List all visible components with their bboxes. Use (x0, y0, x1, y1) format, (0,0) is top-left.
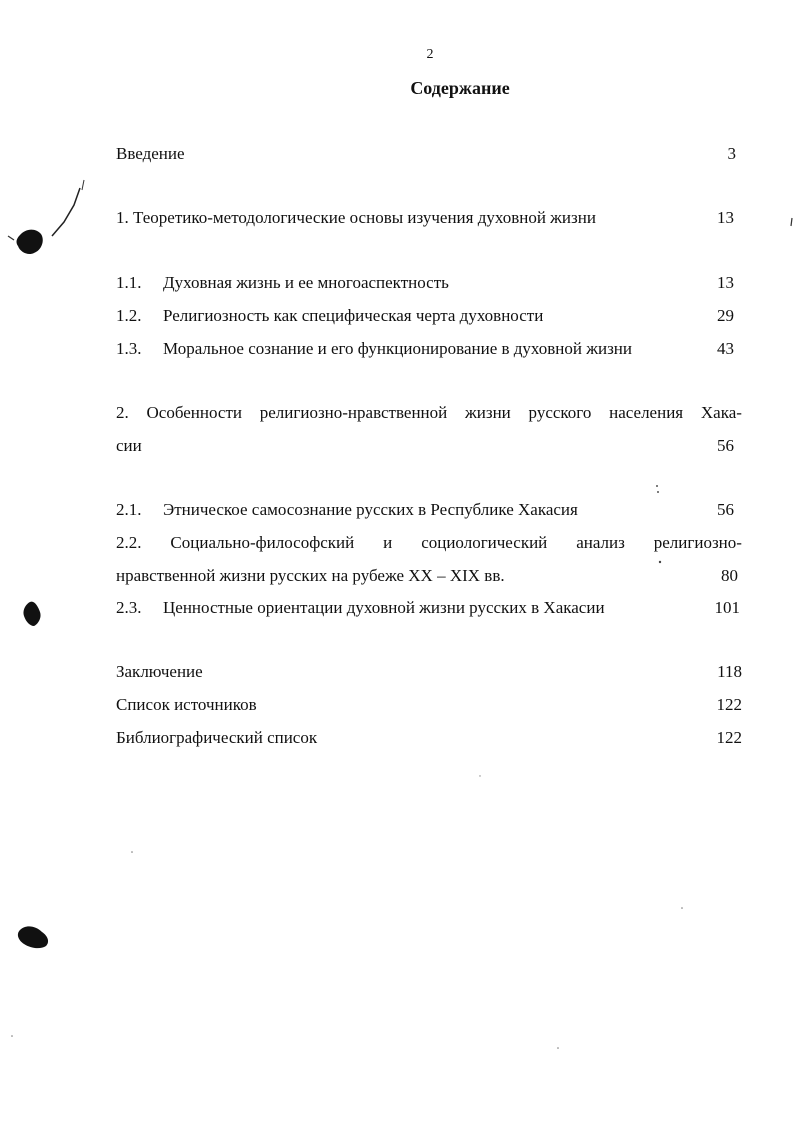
toc-entry-number: 1.1. (116, 273, 142, 292)
page-number: 2 (426, 47, 434, 62)
toc-word: Хака- (700, 403, 742, 422)
toc-word: Социально-философский (170, 533, 355, 552)
toc-entry-section-1-3[interactable] (116, 337, 742, 361)
toc-entry-page: 80 (721, 566, 738, 585)
page-title: Содержание (410, 78, 510, 98)
toc-entry-label: Заключение (116, 662, 203, 681)
toc-entry-number: 1.3. (116, 339, 142, 358)
toc-entry-label-line-2: нравственной жизни русских на рубеже XX – XIX вв. (116, 566, 505, 585)
toc-word: населения (609, 403, 684, 422)
toc-entry-section-2-2[interactable] (116, 531, 742, 588)
toc-entry-conclusion[interactable] (116, 660, 742, 684)
toc-entry-label: Библиографический список (116, 728, 318, 747)
toc-entry-page: 122 (716, 695, 742, 714)
toc-entry-section-1-1[interactable] (116, 271, 742, 295)
toc-entry-page: 3 (727, 144, 736, 163)
toc-entry-section-2-3[interactable] (116, 596, 742, 620)
toc-word: русского (528, 403, 592, 422)
toc-entry-intro[interactable] (116, 142, 742, 166)
toc-entry-label: Моральное сознание и его функционирование в духовной жизни (163, 339, 632, 358)
toc-entry-section-1-2[interactable] (116, 304, 742, 328)
toc-entry-label: Религиозность как специфическая черта духовности (163, 306, 544, 325)
toc-entry-page: 13 (717, 208, 734, 227)
toc-entry-section-2-1[interactable] (116, 498, 742, 522)
scan-speck (681, 907, 683, 909)
toc-entry-label: Ценностные ориентации духовной жизни русских в Хакасии (163, 598, 605, 617)
toc-entry-page: 118 (717, 662, 742, 681)
scan-ink-blot (18, 926, 48, 948)
toc-entry-label-line-1 (116, 401, 742, 425)
toc-entry-label-line-2: сии (116, 436, 142, 455)
scan-stroke-mark (791, 218, 792, 226)
scan-stroke-mark (52, 188, 80, 236)
toc-entry-number: 2.2. (116, 533, 142, 552)
toc-entry-number: 2.1. (116, 500, 142, 519)
toc-entry-page: 56 (717, 500, 734, 519)
toc-word: жизни (465, 403, 511, 422)
toc-entry-label: 1. Теоретико-методологические основы изучения духовной жизни (116, 208, 596, 227)
toc-entry-page: 122 (716, 728, 742, 747)
toc-entry-label: Этническое самосознание русских в Республике Хакасия (163, 500, 578, 519)
toc-word: 2. (116, 403, 129, 422)
toc-entry-label: Список источников (116, 695, 257, 714)
scan-speck (479, 775, 480, 776)
toc-entry-label-line-1 (116, 531, 742, 555)
scan-stroke-mark (8, 236, 14, 240)
scan-ink-blot (17, 230, 43, 254)
toc-entry-chapter-2[interactable] (116, 401, 742, 458)
toc-entry-page: 56 (717, 436, 734, 455)
toc-entry-page: 29 (717, 306, 734, 325)
toc-word: религиозно- (653, 533, 742, 552)
toc-word: социологический (421, 533, 548, 552)
scan-ink-blot (23, 602, 40, 626)
toc-entry-page: 43 (717, 339, 734, 358)
toc-word: и (383, 533, 393, 552)
scan-speck (11, 1035, 13, 1037)
toc-entry-chapter-1[interactable] (116, 206, 742, 230)
scan-speck (656, 485, 658, 487)
toc-entry-page: 101 (714, 598, 740, 617)
toc-word: религиозно-нравственной (259, 403, 448, 422)
toc-entry-label: Введение (116, 144, 185, 163)
toc-entry-bibliography[interactable] (116, 726, 742, 750)
scan-speck (657, 491, 659, 493)
toc-word: Особенности (146, 403, 242, 422)
scan-speck (557, 1047, 559, 1049)
toc-entry-label: Духовная жизнь и ее многоаспектность (163, 273, 449, 292)
toc-entry-number: 1.2. (116, 306, 142, 325)
toc-entry-page: 13 (717, 273, 734, 292)
scan-speck (131, 851, 133, 853)
toc-entry-number: 2.3. (116, 598, 142, 617)
toc-word: анализ (576, 533, 625, 552)
toc-entry-sources[interactable] (116, 693, 742, 717)
scan-stroke-mark (82, 180, 84, 190)
